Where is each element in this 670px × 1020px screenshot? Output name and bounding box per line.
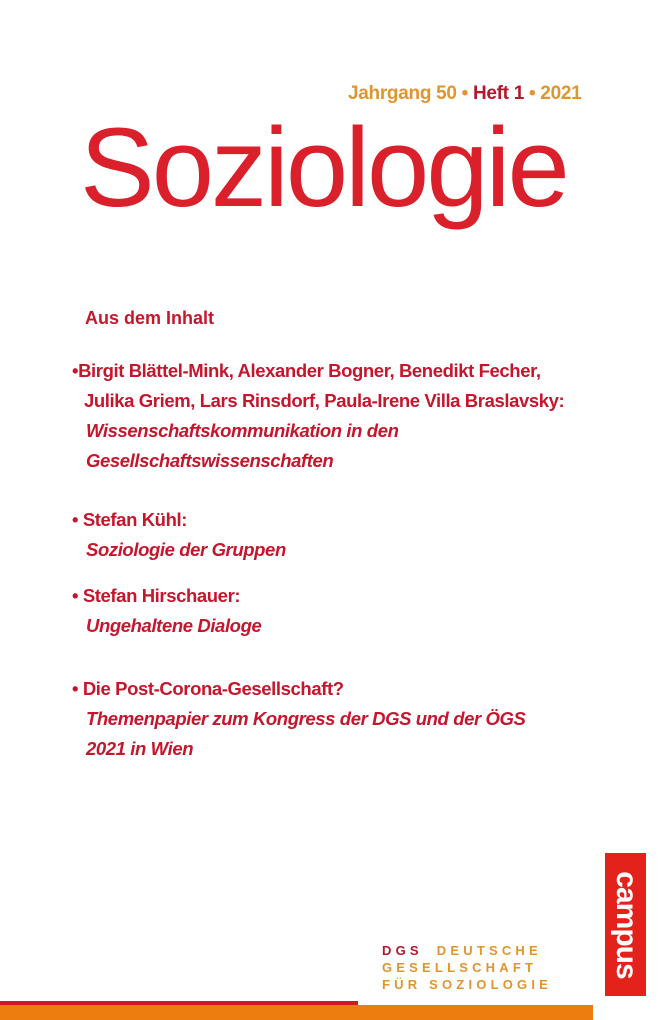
journal-title: Soziologie bbox=[80, 105, 567, 230]
separator: • bbox=[461, 83, 468, 104]
dgs-logo bbox=[382, 942, 552, 993]
dgs-abbr: DGS bbox=[382, 943, 423, 958]
issue-info bbox=[348, 83, 581, 105]
campus-logo bbox=[605, 853, 646, 996]
item-authors-cont: Julika Griem, Lars Rinsdorf, Paula-Irene Villa Braslavsky: bbox=[84, 390, 565, 411]
contents-heading: Aus dem Inhalt bbox=[85, 308, 215, 328]
issue-number: Heft 1 bbox=[472, 83, 524, 104]
item-authors: •Birgit Blättel-Mink, Alexander Bogner, Benedikt Fecher, bbox=[72, 360, 541, 381]
contents-item bbox=[72, 581, 261, 641]
dgs-line2: GESELLSCHAFT bbox=[382, 960, 538, 975]
contents-item bbox=[72, 505, 286, 565]
orange-bar bbox=[0, 1005, 593, 1020]
item-title-cont: Gesellschaftswissenschaften bbox=[86, 450, 334, 471]
year: 2021 bbox=[540, 83, 582, 104]
item-title: Ungehaltene Dialoge bbox=[86, 615, 262, 636]
item-authors: • Stefan Kühl: bbox=[72, 509, 187, 530]
contents-item bbox=[72, 356, 564, 476]
volume: Jahrgang 50 bbox=[348, 83, 457, 104]
item-authors: • Stefan Hirschauer: bbox=[72, 585, 241, 606]
dgs-line3: FÜR SOZIOLOGIE bbox=[382, 977, 553, 992]
contents-item bbox=[72, 674, 525, 764]
dgs-line1: DEUTSCHE bbox=[436, 943, 542, 958]
separator: • bbox=[528, 83, 536, 104]
item-title-cont: 2021 in Wien bbox=[86, 738, 194, 759]
item-title: Soziologie der Gruppen bbox=[86, 539, 286, 560]
item-authors: • Die Post-Corona-Gesellschaft? bbox=[72, 678, 344, 699]
publisher-name: campus bbox=[609, 870, 643, 979]
item-title: Wissenschaftskommunikation in den bbox=[86, 420, 399, 441]
item-title: Themenpapier zum Kongress der DGS und der ÖGS bbox=[86, 708, 526, 729]
